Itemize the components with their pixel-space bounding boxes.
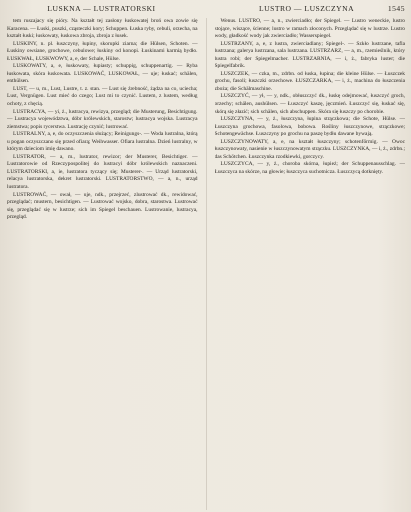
page-number: 1545 (387, 4, 405, 13)
entry-paragraph: Wenus. LUSTRO, — a, n., zwierciadło; der Spiegel. — Lustro weneckie, lustro stojące, wiszące, ścienne; lustro w ramach złoconych. Przeglądać się w lustrze. Lustro wody, gładkość wody jak zwierciadło; Wasserspiegel. (214, 18, 406, 40)
right-column (215, 18, 406, 510)
running-header (7, 4, 405, 15)
entry-paragraph: LUST, — u, m., Lust, Lustre, t. z. stan. — Lust się źrebność, żądza na co, uciecha; Lust, Vergnügen. Lust mieć do czego; Lust mi to czynić. Lustem, z lustem, według ochoty, z chęcią. (7, 85, 198, 108)
entry-paragraph: tem ruszajacy się pióry. Na kształt tej zasłony łuskowatej broń owa zowie się Karacena. — Łuski, puszki, cząsteczki kory; Schuppen. Łuska ryby, cebuli, orzecha, na kształt łuski; łuskowaty, łuskowa zbroja, zbroja z łusek. (7, 18, 198, 40)
entry-paragraph: LUSTRALNY, a, e, do oczyszczenia służący; Reinigungs-. — Woda lustralna, którą u pogan oczyszczano się przed ofiarą; Weihwasser. Ofiara lustralna. Dzień lustralny, w którym dzieciom imię dawano. (7, 131, 198, 153)
text-columns (7, 18, 405, 510)
entry-paragraph: LUSZCZYĆ, — ył, — y, ndk., obłuszczyć dk., łuskę odejmować, łuszczyć groch, orzechy; schälen, aushülsen. — Łuszczyć kaszę, jęczmień. Łuszczyć się, łuskać się, skórą się złazić; sich schälen, sich abschuppen. Skóra się łuszczy po chorobie. (214, 93, 406, 115)
entry-paragraph: LUSTRACYA, — yi, ż., lustracya, rewizya, przegląd; die Musterung, Besichtigung. — Lustracya województwa, dóbr królewskich, starostw; lustracya wojska. Lustracya ziemstwa; popis rycerstwa. Lustrację czynić; lustrować. (7, 108, 198, 130)
entry-paragraph: LUSKINY, n. pl. łuszczyny, łupiny, skorupki ziarna; die Hülsen, Schoten. — Łuskiny owsiane, grochowe, cebulowe; łuskiny od konopi. Łuskinami karmią bydło. ŁUSKWAŁ, ŁUSKWOWY, a, e, der Schale, Hülse. (7, 40, 198, 62)
entry-paragraph: LUSZCZYNA, — y, ż., łuszczyna, łupina strączkowa; die Schote, Hülse. — Łuszczyna grochowa, fasolowa, bobowa. Rośliny łuszczynowe, strączkowe; Schotengewächse. Łuszczyny po grochu na paszę bydłu dawane bywają. (214, 116, 406, 138)
entry-paragraph: LUSTROWAĆ, — ował, — uje, ndk., przejrzeć, zlustrować dk., rewidować, przeglądać; mustern, besichtigen. — Lustrować wojsko, dobra, starostwa. Lustrować się, przeglądać się w lustrze; sich im Spiegel beschauen. Lustrowanie, lustracya, przegląd. (7, 191, 198, 221)
entry-paragraph: LUSKOWATY, a, e, łuskowaty, łupiasty; schuppig, schuppenartig. — Ryba łuskowata, skóra łuskowata. LUSKOWAĆ, LUSKOWAŁ, — uje; łuskać; schälen, enthülsen. (7, 63, 198, 85)
entry-paragraph: LUSTRZANY, a, e, z lustra, zwierciadlany; Spiegel-. — Szkło lustrzane, tafla lustrzana; galerya lustrzana, sala lustrzana. LUSTRZARZ, — a, m., rzemieślnik, który lustra robi; der Spiegelmacher. LUSTRZARNIA, — i, ż., fabryka luster; die Spiegelfabrik. (214, 40, 406, 70)
entry-paragraph: LUSZCZYCA, — y, ż., choroba skórna, łupież; der Schuppenausschlag. — Łuszczyca na skórze, na głowie; łuszczyca suchotnicza. Łuszczycą dotknięty. (214, 161, 406, 175)
column-divider (206, 18, 207, 510)
entry-paragraph: LUSZCZYNOWATY, a, e, na kształt łuszczyny; schotenförmig. — Owoc łuszczynowaty, nasienie w łuszczynowatym strączku. LUSZCZYNKA, — i, ż., zdrbn.; das Schötchen. Łuszczynka rzodkiewki, gorczycy. (214, 138, 406, 160)
entry-paragraph: LUSZCZEK, — czka, m., zdrbn. od łuska, łupina; die kleine Hülse. — Łuszczek grochu, fasoli; łuszczki orzechowe. ŁUSZCZARKA, — i, ż., machina do łuszczenia zboża; die Schälmaschine. (214, 70, 406, 92)
entry-paragraph: LUSTRATOR, — a, m., lustrator, rewizor; der Musterer, Besichtiger. — Lustratorowie od Rzeczypospolitej do lustracyi dóbr królewskich naznaczeni. LUSTRATORSKI, a, ie, lustratora tyczący się; Musterer-. — Urząd lustratorski, relacya lustratorska, dekret lustratorski. LUSTRATORSTWO, — a, n., urząd lustratora. (7, 153, 198, 191)
left-column (7, 18, 198, 510)
header-left-entry-range: LUSKNA — LUSTRATORSKI (47, 4, 156, 13)
header-right-entry-range: LUSTRO — LUSZCZYNA (259, 4, 355, 13)
